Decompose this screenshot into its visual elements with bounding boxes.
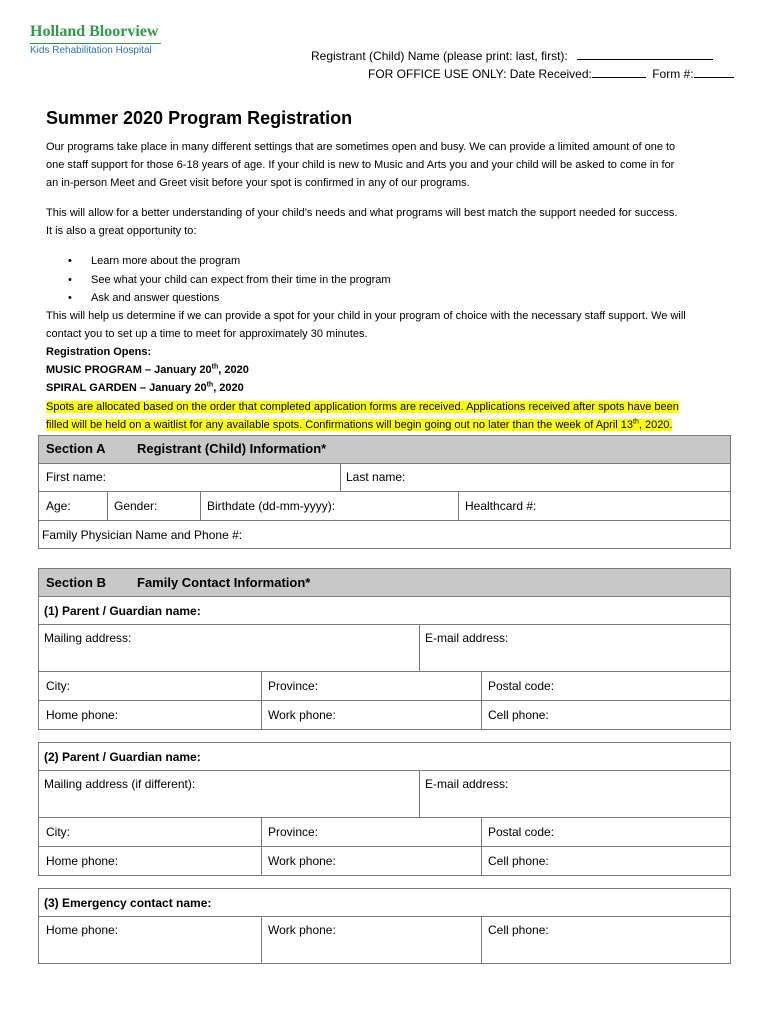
col-divider [261, 671, 262, 730]
parent-2-name-field[interactable]: (2) Parent / Guardian name: [44, 750, 201, 764]
col-divider [481, 916, 482, 964]
healthcard-field[interactable]: Healthcard #: [465, 499, 537, 513]
row-divider [38, 817, 731, 818]
col-divider [481, 671, 482, 730]
determine-line-1: This will help us determine if we can provide a spot for your child in your program of choice with the necessary staff support. We will [46, 310, 686, 322]
determine-line-2: contact you to set up a time to meet for approximately 30 minutes. [46, 328, 368, 340]
parent-1-name-field[interactable]: (1) Parent / Guardian name: [44, 604, 201, 618]
parent-1-work-phone-field[interactable]: Work phone: [268, 708, 336, 722]
parent-2-postal-field[interactable]: Postal code: [488, 825, 555, 839]
parent-1-province-field[interactable]: Province: [268, 679, 319, 693]
bullet-dot: • [68, 274, 72, 286]
spiral-garden-date [46, 379, 244, 397]
col-divider [419, 624, 420, 671]
bullet-item: Ask and answer questions [91, 292, 220, 304]
row-divider [38, 700, 731, 701]
col-divider [200, 491, 201, 520]
parent-1-mailing-field[interactable]: Mailing address: [44, 631, 132, 645]
parent-2-home-phone-field[interactable]: Home phone: [46, 854, 119, 868]
notice-text-1: Spots are allocated based on the order that completed application forms are received. Applications received after spots have been [46, 401, 679, 413]
parent-2-cell-phone-field[interactable]: Cell phone: [488, 854, 549, 868]
col-divider [481, 817, 482, 876]
page-title: Summer 2020 Program Registration [46, 108, 353, 128]
logo-rule [30, 43, 161, 44]
parent-1-cell-phone-field[interactable]: Cell phone: [488, 708, 549, 722]
notice-line-2 [46, 416, 672, 434]
col-divider [458, 491, 459, 520]
row-divider [38, 520, 731, 521]
office-use-line [368, 66, 734, 81]
understanding-line-1: This will allow for a better understanding of your child’s needs and what programs will best match the support needed for success. [46, 207, 678, 219]
emergency-cell-phone-field[interactable]: Cell phone: [488, 923, 549, 937]
col-divider [107, 491, 108, 520]
date-received-field[interactable] [592, 66, 646, 78]
parent-2-work-phone-field[interactable]: Work phone: [268, 854, 336, 868]
emergency-contact-name-field[interactable]: (3) Emergency contact name: [44, 896, 212, 910]
row-divider [38, 671, 731, 672]
understanding-line-2: It is also a great opportunity to: [46, 225, 197, 237]
family-physician-field[interactable]: Family Physician Name and Phone #: [42, 528, 243, 542]
notice-sup: th [633, 418, 639, 426]
music-date-sup: th [211, 363, 219, 371]
intro-line-1: Our programs take place in many different settings that are sometimes open and busy. We can provide a limited amount of one to [46, 141, 676, 153]
notice-text-2 [46, 419, 672, 431]
row-divider [38, 491, 731, 492]
bullet-dot: • [68, 255, 72, 267]
bullet-dot: • [68, 292, 72, 304]
section-a-title: Registrant (Child) Information* [137, 441, 327, 456]
notice-text-2-end: , 2020. [638, 419, 673, 431]
section-a-label: Section A [46, 441, 106, 456]
section-b-label: Section B [46, 575, 106, 590]
bullet-item: Learn more about the program [91, 255, 241, 267]
birthdate-field[interactable]: Birthdate (dd-mm-yyyy): [207, 499, 336, 513]
parent-1-city-field[interactable]: City: [46, 679, 70, 693]
row-divider [38, 770, 731, 771]
spiral-date-sup: th [206, 381, 214, 389]
bullet-item: See what your child can expect from their time in the program [91, 274, 391, 286]
spiral-date-text: SPIRAL GARDEN – January 20 [46, 382, 207, 394]
music-program-date [46, 361, 249, 379]
registration-opens-label: Registration Opens: [46, 346, 152, 358]
notice-line-1 [46, 398, 679, 416]
parent-1-postal-field[interactable]: Postal code: [488, 679, 555, 693]
intro-line-2: one staff support for those 6-18 years of age. If your child is new to Music and Arts you and your child will be asked to come in for [46, 159, 675, 171]
row-divider [38, 624, 731, 625]
registrant-name-field[interactable] [577, 48, 713, 60]
registrant-name-label: Registrant (Child) Name (please print: last, first): [311, 49, 568, 63]
music-date-year: , 2020 [218, 364, 249, 376]
parent-2-city-field[interactable]: City: [46, 825, 70, 839]
last-name-field[interactable]: Last name: [346, 470, 406, 484]
col-divider [261, 817, 262, 876]
parent-1-email-field[interactable]: E-mail address: [425, 631, 509, 645]
emergency-home-phone-field[interactable]: Home phone: [46, 923, 119, 937]
first-name-field[interactable]: First name: [46, 470, 107, 484]
spiral-date-year: , 2020 [213, 382, 244, 394]
col-divider [419, 770, 420, 817]
date-received-label: FOR OFFICE USE ONLY: Date Received: [368, 67, 592, 81]
notice-text-2-main: filled will be held on a waitlist for any available spots. Confirmations will begin going out no later than the week of April 13 [46, 419, 633, 431]
logo-name: Holland Bloorview [30, 23, 159, 40]
gender-field[interactable]: Gender: [114, 499, 158, 513]
logo-subtitle: Kids Rehabilitation Hospital [30, 45, 152, 56]
registrant-name-line [311, 48, 713, 63]
parent-2-mailing-field[interactable]: Mailing address (if different): [44, 777, 196, 791]
parent-2-province-field[interactable]: Province: [268, 825, 319, 839]
row-divider [38, 846, 731, 847]
emergency-work-phone-field[interactable]: Work phone: [268, 923, 336, 937]
intro-line-3: an in-person Meet and Greet visit before your spot is confirmed in any of our programs. [46, 177, 470, 189]
section-b-title: Family Contact Information* [137, 575, 311, 590]
row-divider [38, 916, 731, 917]
form-number-label: Form #: [652, 67, 694, 81]
age-field[interactable]: Age: [46, 499, 71, 513]
col-divider [261, 916, 262, 964]
parent-1-home-phone-field[interactable]: Home phone: [46, 708, 119, 722]
col-divider [340, 463, 341, 491]
parent-2-email-field[interactable]: E-mail address: [425, 777, 509, 791]
form-number-field[interactable] [694, 66, 734, 78]
music-date-text: MUSIC PROGRAM – January 20 [46, 364, 212, 376]
